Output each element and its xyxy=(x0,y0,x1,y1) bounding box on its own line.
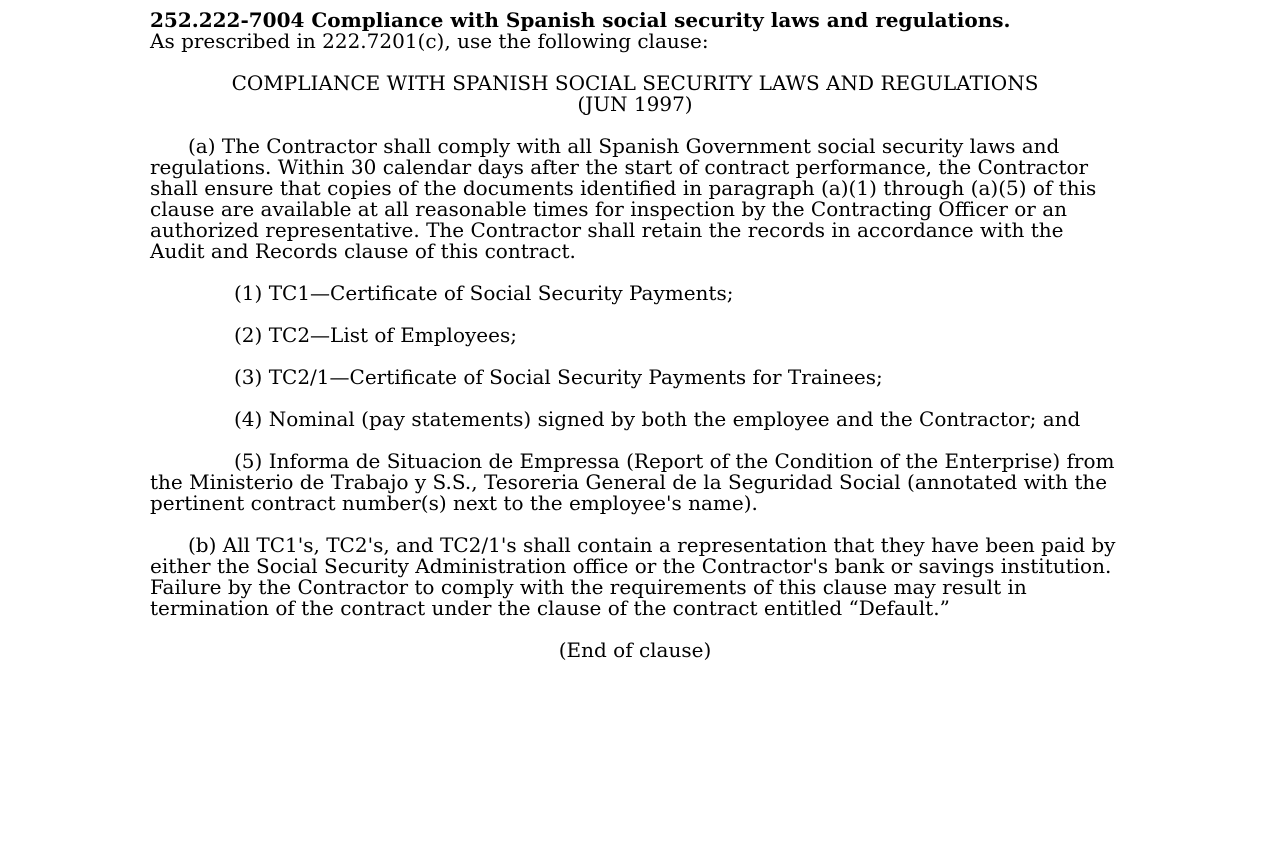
clause-date: (JUN 1997) xyxy=(577,92,693,116)
document-body xyxy=(150,10,1120,661)
paragraph-b: (b) All TC1's, TC2's, and TC2/1's shall contain a representation that they have been paid by either the Social Security Administration office or the Contractor's bank or savings institution. Failure by the Contractor to comply with the requirements of this clause may result in termination of the contract under the clause of the contract entitled “Default.” xyxy=(150,533,1116,620)
prescription-intro: As prescribed in 222.7201(c), use the following clause: xyxy=(150,29,709,53)
list-item-3: (3) TC2/1—Certificate of Social Security Payments for Trainees; xyxy=(234,365,883,389)
list-item-4: (4) Nominal (pay statements) signed by both the employee and the Contractor; and xyxy=(234,407,1081,431)
list-item-2: (2) TC2—List of Employees; xyxy=(234,323,517,347)
paragraph-a: (a) The Contractor shall comply with all Spanish Government social security laws and regulations. Within 30 calendar days after the start of contract performance, the Contractor shall ensure that copies of the documents identified in paragraph (a)(1) through (a)(5) of this clause are available at all reasonable times for inspection by the Contracting Officer or an authorized representative. The Contractor shall retain the records in accordance with the Audit and Records clause of this contract. xyxy=(150,134,1097,263)
section-heading: 252.222-7004 Compliance with Spanish social security laws and regulations. xyxy=(150,8,1011,32)
list-item-1: (1) TC1—Certificate of Social Security Payments; xyxy=(234,281,734,305)
clause-title-text: COMPLIANCE WITH SPANISH SOCIAL SECURITY LAWS AND REGULATIONS xyxy=(231,71,1039,95)
end-of-clause: (End of clause) xyxy=(558,638,712,662)
list-item-5: (5) Informa de Situacion de Empressa (Report of the Condition of the Enterprise) from the Ministerio de Trabajo y S.S., Tesoreria General de la Seguridad Social (annotated with the pertinent contract number(s) next to the employee's name). xyxy=(150,449,1115,515)
clause-title xyxy=(150,73,1120,115)
